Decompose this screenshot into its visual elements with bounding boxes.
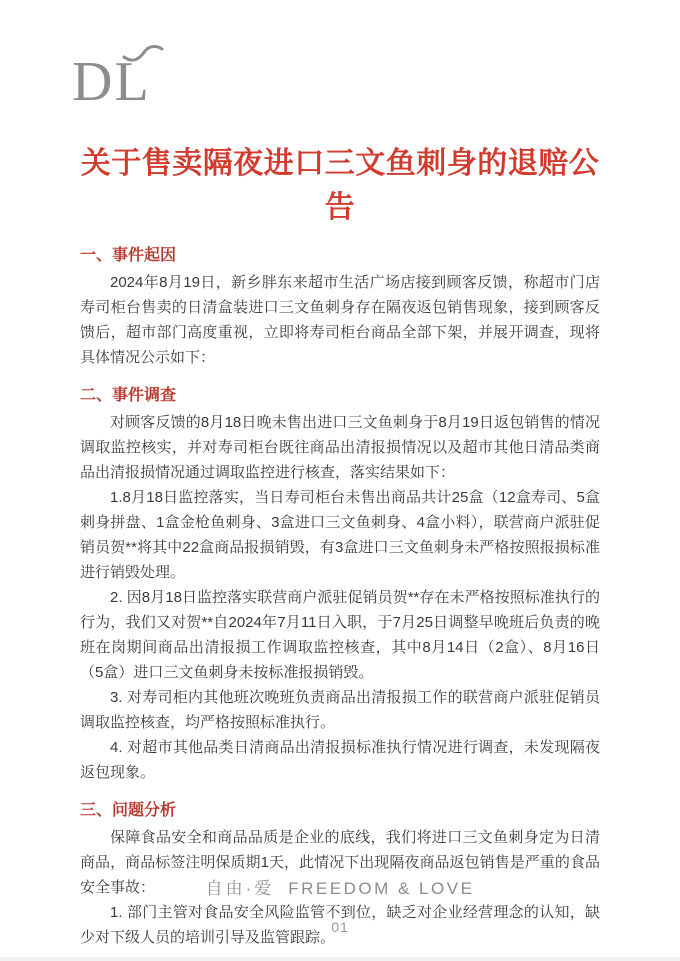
section-heading: 二、事件调查 bbox=[80, 387, 177, 404]
section-heading: 一、事件起因 bbox=[80, 247, 177, 264]
paragraph: 对顾客反馈的8月18日晚未售出进口三文鱼刺身于8月19日返包销售的情况调取监控核实，并对寿司柜台既往商品出清报损情况以及超市其他日清品类商品出清报损情况通过调取监控进行核查，落实结果如下： bbox=[80, 414, 600, 481]
footer-slogan-en: FREEDOM & LOVE bbox=[288, 879, 475, 898]
document-body bbox=[80, 245, 600, 950]
page-bottom-edge bbox=[0, 957, 680, 961]
numbered-item: 1.8月18日监控落实，当日寿司柜台未售出商品共计25盒（12盒寿司、5盒刺身拼盘、1盒金枪鱼刺身、3盒进口三文鱼刺身、4盒小料），联营商户派驻促销员贺**将其中22盒商品报损销毁，有3盒进口三文鱼刺身未严格按照报损标准进行销毁处理。 bbox=[80, 489, 600, 581]
page-number: 01 bbox=[331, 919, 349, 935]
paragraph: 2024年8月19日，新乡胖东来超市生活广场店接到顾客反馈，称超市门店寿司柜台售卖的日清盒装进口三文鱼刺身存在隔夜返包销售现象，接到顾客反馈后，超市部门高度重视，立即将寿司柜台商品全部下架，并展开调查，现将具体情况公示如下： bbox=[80, 274, 600, 366]
paragraph: 保障食品安全和商品品质是企业的底线，我们将进口三文鱼刺身定为日清商品，商品标签注明保质期1天，此情况下出现隔夜商品返包销售是严重的食品安全事故： bbox=[80, 829, 600, 896]
numbered-item: 4. 对超市其他品类日清商品出清报损标准执行情况进行调查，未发现隔夜返包现象。 bbox=[80, 739, 600, 781]
numbered-item: 2. 因8月18日监控落实联营商户派驻促销员贺**存在未严格按照标准执行的行为，我们又对贺**自2024年7月11日入职，于7月25日调整早晚班后负责的晚班在岗期间商品出清报损工作调取监控核查，其中8月14日（2盒）、8月16日（5盒）进口三文鱼刺身未按标准报损销毁。 bbox=[80, 589, 600, 681]
footer-slogan bbox=[0, 874, 680, 899]
logo-swoosh-icon bbox=[122, 43, 164, 63]
logo-text: DL bbox=[72, 51, 151, 113]
footer-slogan-zh: 自由·爱 bbox=[205, 879, 275, 898]
section-investigation bbox=[80, 385, 600, 785]
page-title: 关于售卖隔夜进口三文鱼刺身的退赔公告 bbox=[80, 147, 600, 224]
brand-logo bbox=[72, 48, 182, 116]
section-heading: 三、问题分析 bbox=[80, 802, 177, 819]
section-cause bbox=[80, 245, 600, 370]
numbered-item: 3. 对寿司柜内其他班次晚班负责商品出清报损工作的联营商户派驻促销员调取监控核查，均严格按照标准执行。 bbox=[80, 689, 600, 731]
numbered-item: 1. 部门主管对食品安全风险监管不到位，缺乏对企业经营理念的认知，缺少对下级人员的培训引导及监管跟踪。 bbox=[80, 904, 600, 946]
